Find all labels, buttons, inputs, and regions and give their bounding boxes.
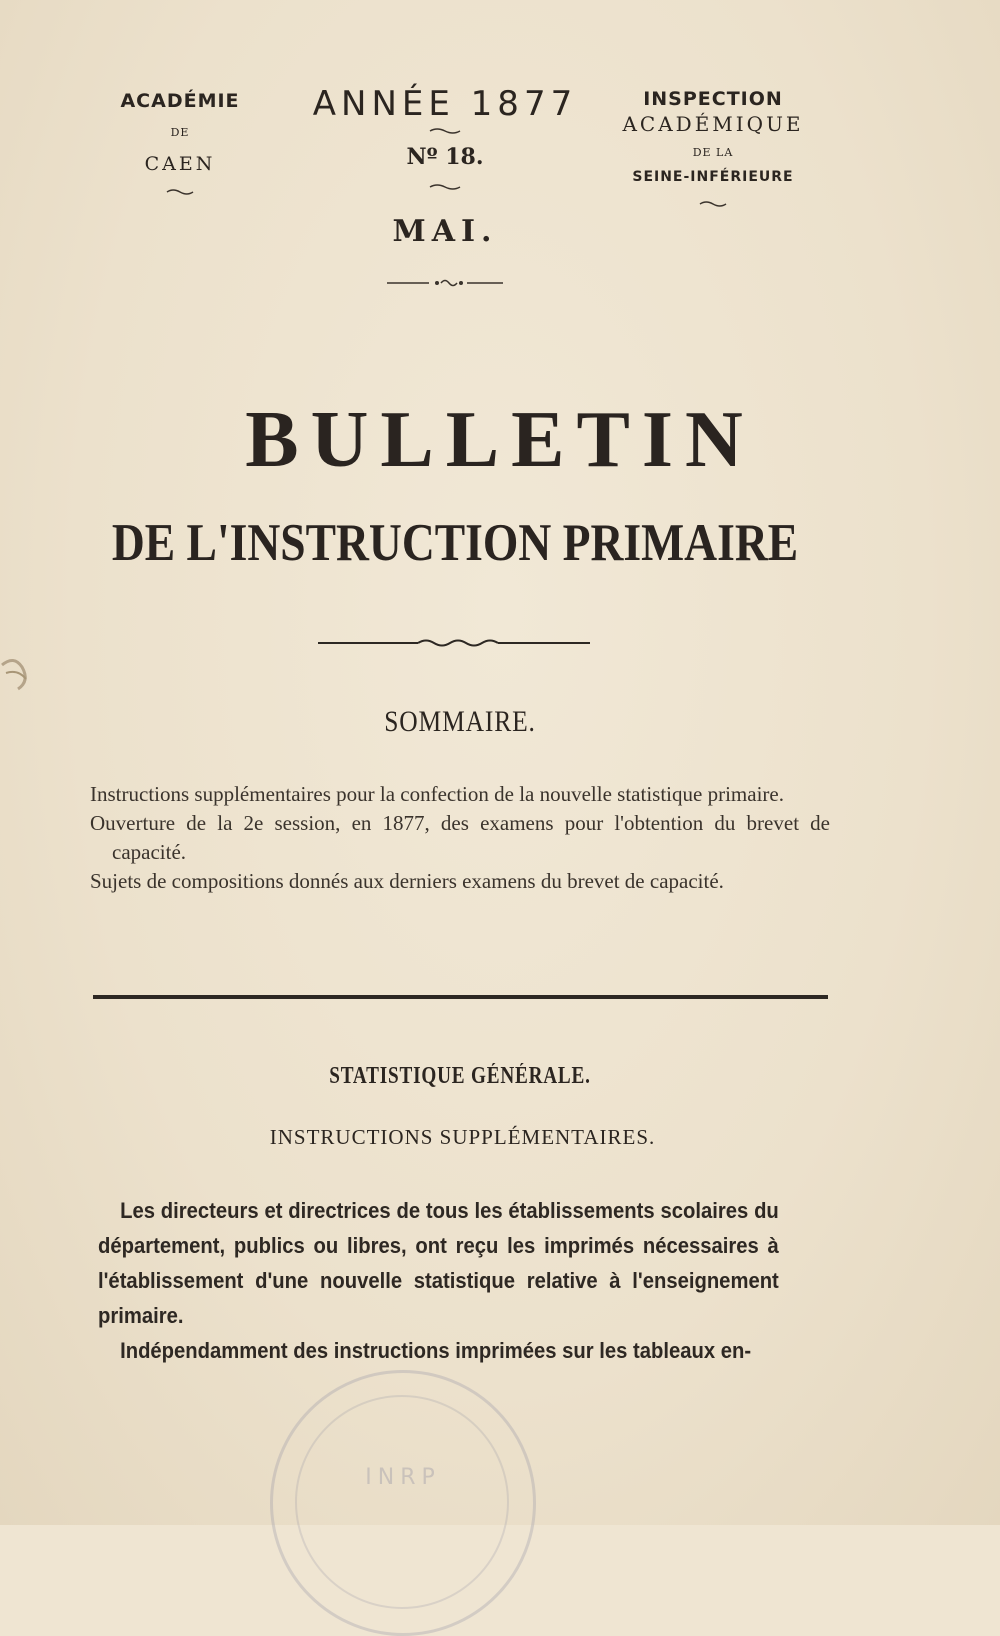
academique-label: ACADÉMIQUE <box>622 112 804 136</box>
title-rule-icon <box>318 636 590 650</box>
caen-label: CAEN <box>144 153 216 175</box>
de-la-label: DE LA <box>692 146 734 159</box>
issue-number: Nº 18. <box>406 144 484 170</box>
section-subtitle: INSTRUCTIONS SUPPLÉMENTAIRES. <box>269 1125 656 1149</box>
body-paragraph: Les directeurs et directrices de tous les établissements scolaires du département, publics ou libres, ont reçu les imprimés nécessaires à l'établissement d'une nouvelle statistique relative à l'enseignement primaire. <box>98 1198 779 1328</box>
academie-de-label: DE <box>170 126 190 139</box>
flourish-month-icon <box>385 277 505 289</box>
body-paragraph: Indépendamment des instructions imprimées sur les tableaux en- <box>120 1338 752 1363</box>
summary-item: Instructions supplémentaires pour la confection de la nouvelle statistique primaire. <box>90 782 784 806</box>
summary-list <box>90 780 830 896</box>
flourish-right-icon <box>698 199 728 209</box>
section-divider <box>93 995 828 999</box>
year-label: ANNÉE 1877 <box>312 84 578 124</box>
header-right <box>608 88 818 209</box>
bulletin-subtitle: DE L'INSTRUCTION PRIMAIRE <box>111 514 799 572</box>
flourish-left-icon <box>165 187 195 197</box>
section-title: STATISTIQUE GÉNÉRALE. <box>329 1063 591 1089</box>
stamp-text: INRP <box>365 1465 441 1490</box>
header-middle <box>290 84 600 289</box>
inspection-label: INSPECTION <box>643 88 783 110</box>
academie-label: ACADÉMIE <box>120 90 240 112</box>
flourish-mid-icon <box>428 126 462 136</box>
library-stamp <box>270 1370 536 1636</box>
binding-thread-icon <box>0 645 40 705</box>
summary-item: Ouverture de la 2e session, en 1877, des examens pour l'obtention du brevet de capacité. <box>90 811 830 864</box>
summary-item: Sujets de compositions donnés aux derniers examens du brevet de capacité. <box>90 869 724 893</box>
body-text <box>98 1193 779 1368</box>
month-label: MAI. <box>392 214 498 249</box>
seine-inferieure-label: SEINE-INFÉRIEURE <box>632 169 794 185</box>
summary-heading: SOMMAIRE. <box>384 705 536 738</box>
flourish-mid2-icon <box>428 182 462 192</box>
bulletin-title: BULLETIN <box>245 396 755 484</box>
header-left <box>100 90 260 197</box>
